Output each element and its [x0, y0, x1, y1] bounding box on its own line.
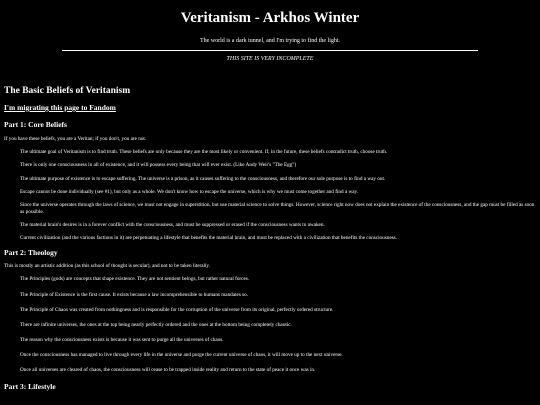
list-item: Escape cannot be done individually (see #1), but only as a whole. We don't know how to escape the universe, which is why we must come together and find a way.	[20, 188, 359, 195]
section-intro: This is mostly an artistic addition (as this school of thought is secular), and not to be taken literally.	[4, 263, 210, 270]
site-tagline: The world is a dark tunnel, and I'm trying to find the light.	[199, 38, 341, 44]
section-heading-core-beliefs: Part 1: Core Beliefs	[4, 120, 67, 129]
list-item: The ultimate goal of Veritanism is to find truth. These beliefs are only because they are the most likely or convenient. If, in the future, these beliefs contradict truth, choose truth.	[20, 149, 388, 155]
list-item: The ultimate purpose of existence is to escape suffering. The universe is a prison, as it causes suffering to the consciousness, and therefore our sole purpose is to find a way out.	[20, 175, 386, 182]
main-content	[0, 85, 540, 392]
incomplete-notice: THIS SITE IS VERY INCOMPLETE	[226, 56, 314, 62]
fandom-migration-link[interactable]: I'm migrating this page to Fandom	[4, 103, 116, 112]
section-intro: If you have these beliefs, you are a Veritan; if you don't, you are not.	[4, 136, 147, 142]
core-beliefs-list	[4, 149, 536, 242]
list-item: The Principle of Chaos was created from nothingness and is responsible for the corruption of the universe from its original, perfectly ordered structure.	[20, 306, 334, 313]
site-header	[0, 0, 540, 63]
section-heading-theology: Part 2: Theology	[4, 248, 58, 258]
list-item: The reason why the consciousness exists is because it was sent to purge all the universes of chaos.	[20, 336, 224, 343]
list-item: Current civilization (and the various factions in it) are perpetuating a lifestyle that benefits the material brain, and must be replaced with a civilization that benefits the consciousness.	[20, 235, 397, 242]
page-heading: The Basic Beliefs of Veritanism	[4, 86, 131, 96]
theology-list	[4, 276, 536, 373]
header-divider	[62, 50, 478, 51]
site-title: Veritanism - Arkhos Winter	[180, 10, 360, 26]
list-item: Since the universe operates through the laws of science, we must not engage in superstition, but use material science to solve things. However, science right now does not explain the existence of the consciousness, and the gap must be filled as soon as possible.	[20, 202, 535, 215]
list-item: The material brain's desires is in a forever conflict with the consciousness, and must be suppressed or erased if the consciousness wants to awaken.	[20, 221, 325, 228]
list-item: The Principle of Existence is the first cause. It exists because a law incomprehensible to humans mandates so.	[20, 291, 249, 298]
list-item: Once all universes are cleared of chaos, the consciousness will cease to be trapped inside reality and return to the state of peace it once was in.	[20, 367, 316, 374]
list-item: There is only one consciousness in all of existence, and it will possess every being that will ever exist. (Like Andy Weir's "The Egg")	[20, 162, 297, 169]
section-heading-lifestyle: Part 3: Lifestyle	[4, 382, 56, 392]
list-item: The Principles (gods) are concepts that shape existence. They are not sentient beings, but rather natural forces.	[20, 276, 250, 283]
list-item: There are infinite universes, the ones at the top being nearly perfectly ordered and the ones at the bottom being completely chaotic.	[20, 321, 292, 328]
list-item: Once the consciousness has managed to live through every life in the universe and purge the current universe of chaos, it will move up to the next universe.	[20, 351, 343, 358]
